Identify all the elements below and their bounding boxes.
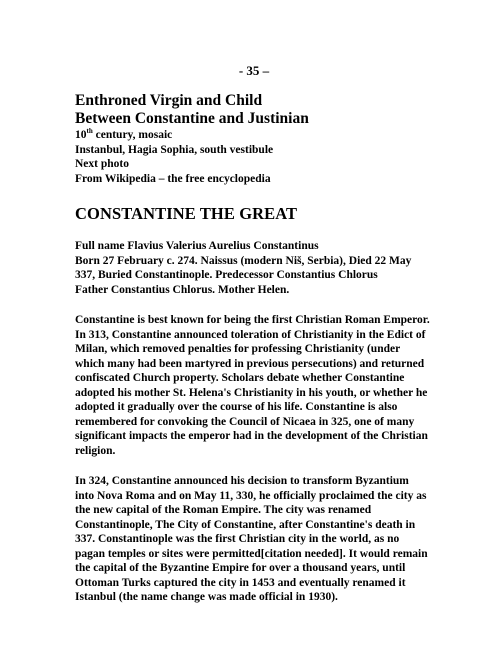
paragraph-christianity: Constantine is best known for being the first Christian Roman Emperor. In 313, Constantine announced toleration of Christianity in the Edict of Milan, which removed penalties for professing Christianity (under which many had been martyred in previous persecutions) and returned confiscated Church property. Scholars debate whether Constantine adopted his mother St. Helena's Christianity in his youth, or whether he adopted it gradually over the course of his life. Constantine is also remembered for convoking the Council of Nicaea in 325, one of many significant impacts the emperor had in the development of the Christian religion. [75, 314, 430, 457]
paragraph-constantinople: In 324, Constantine announced his decision to transform Byzantium into Nova Roma and on May 11, 330, he officially proclaimed the city as the new capital of the Roman Empire. The city was renamed Constantinople, The City of Constantine, after Constantine's death in 337. Constantinople was the first Christian city in the world, as no pagan temples or sites were permitted[citation needed]. It would remain the capital of the Byzantine Empire for over a thousand years, until Ottoman Turks captured the city in 1453 and eventually renamed it Istanbul (the name change was made official in 1930). [75, 475, 428, 603]
page-content [75, 92, 435, 605]
paragraph-biography: Full name Flavius Valerius Aurelius Constantinus Born 27 February c. 274. Naissus (modern Niš, Serbia), Died 22 May 337, Buried Constantinople. Predecessor Constantius Chlorus Father Constantius Chlorus. Mother Helen. [75, 240, 412, 296]
section-heading: CONSTANTINE THE GREAT [75, 204, 298, 223]
caption-title-line-1: Enthroned Virgin and Child [75, 92, 263, 109]
century-number: 10 [75, 129, 87, 141]
century-suffix: th [86, 127, 93, 136]
caption-source: From Wikipedia – the free encyclopedia [75, 172, 271, 185]
page-number: - 35 – [238, 63, 270, 78]
image-caption [75, 92, 435, 186]
caption-next-photo: Next photo [75, 158, 129, 170]
century-text: century, mosaic [92, 129, 173, 141]
caption-century [75, 128, 435, 143]
caption-location: Instanbul, Hagia Sophia, south vestibule [75, 143, 274, 156]
caption-title-line-2: Between Constantine and Justinian [75, 110, 309, 127]
